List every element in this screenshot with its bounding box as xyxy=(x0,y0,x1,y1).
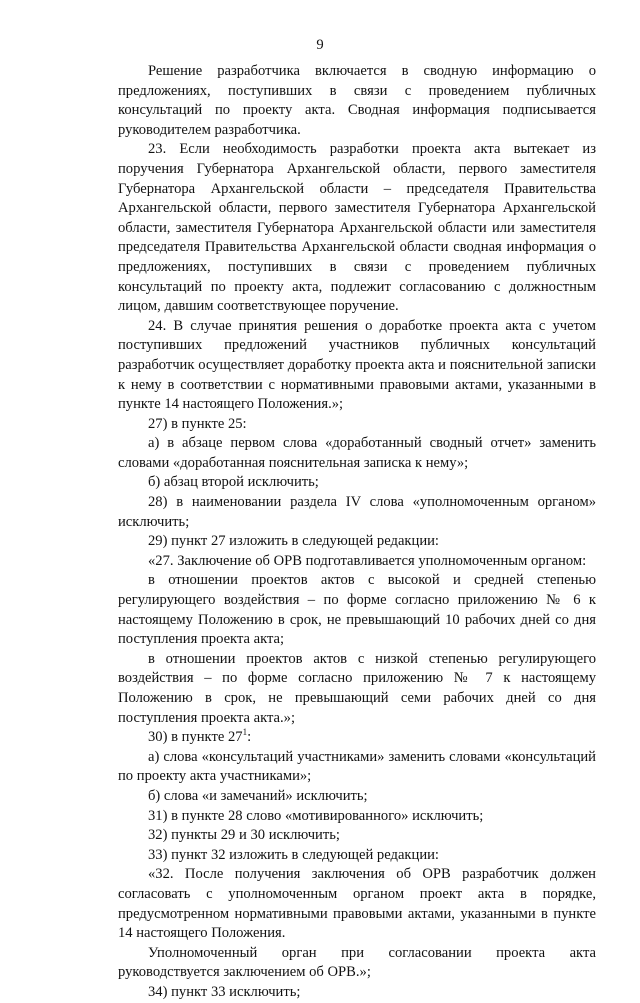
paragraph: б) абзац второй исключить; xyxy=(148,474,319,491)
paragraph: а) в абзаце первом слова «доработанный сводный отчет» заменить словами «доработанная пояснительная записка к нему»; xyxy=(118,435,596,471)
paragraph: 27) в пункте 25: xyxy=(148,415,247,432)
paragraph: в отношении проектов актов с низкой степенью регулирующего воздействия – по форме согласно приложению № 7 к настоящему Положению в срок, не превышающий семи рабочих дней со дня поступления проекта акта.»; xyxy=(118,650,596,726)
paragraph: 31) в пункте 28 слово «мотивированного» исключить; xyxy=(148,807,484,824)
paragraph: «32. После получения заключения об ОРВ разработчик должен согласовать с уполномоченным органом проект акта в порядке, предусмотренном нормативными правовыми актами, указанными в пункте 14 настоящего Положения. xyxy=(118,866,596,942)
paragraph-text-tail: : xyxy=(247,729,252,746)
paragraph: 33) пункт 32 изложить в следующей редакции: xyxy=(148,846,439,863)
paragraph: 23. Если необходимость разработки проекта акта вытекает из поручения Губернатора Архангельской области, первого заместителя Губернатора Архангельской области – председателя Правительства Архангельской области, первого заместителя Губернатора Архангельской области, заместителя Губернатора Архангельской области или заместителя председателя Правительства Архангельской области сводная информация о предложениях, поступивших в связи с проведением публичных консультаций по проекту акта, подлежит согласованию с должностным лицом, давшим соответствующее поручение. xyxy=(118,141,596,315)
paragraph: Решение разработчика включается в сводную информацию о предложениях, поступивших в связи с проведением публичных консультаций по проекту акта. Сводная информация подписывается руководителем разработчика. xyxy=(118,63,596,138)
paragraph: 28) в наименовании раздела IV слова «уполномоченным органом» исключить; xyxy=(118,494,596,530)
page-number: 9 xyxy=(316,37,324,53)
paragraph: а) слова «консультаций участниками» заменить словами «консультаций по проекту акта участниками»; xyxy=(118,748,596,785)
paragraph: «27. Заключение об ОРВ подготавливается уполномоченным органом: xyxy=(148,552,587,569)
paragraph: 29) пункт 27 изложить в следующей редакции: xyxy=(148,533,439,550)
paragraph xyxy=(118,728,596,748)
superscript-number: 1 xyxy=(242,727,248,738)
document-body xyxy=(118,62,596,1003)
paragraph: 34) пункт 33 исключить; xyxy=(148,983,301,1000)
paragraph: Уполномоченный орган при согласовании проекта акта руководствуется заключением об ОРВ.»; xyxy=(118,944,596,981)
paragraph-text: 30) в пункте 27 xyxy=(148,729,243,746)
paragraph: в отношении проектов актов с высокой и средней степенью регулирующего воздействия – по форме согласно приложению № 6 к настоящему Положению в срок, не превышающий 10 рабочих дней со дня поступления проекта акта; xyxy=(118,572,596,648)
paragraph: 32) пункты 29 и 30 исключить; xyxy=(148,827,340,844)
paragraph: 24. В случае принятия решения о доработке проекта акта с учетом поступивших предложений участников публичных консультаций разработчик осуществляет доработку проекта акта и пояснительной записки к нему в соответствии с нормативными правовыми актами, указанными в пункте 14 настоящего Положения.»; xyxy=(118,317,596,413)
paragraph: б) слова «и замечаний» исключить; xyxy=(148,787,368,804)
